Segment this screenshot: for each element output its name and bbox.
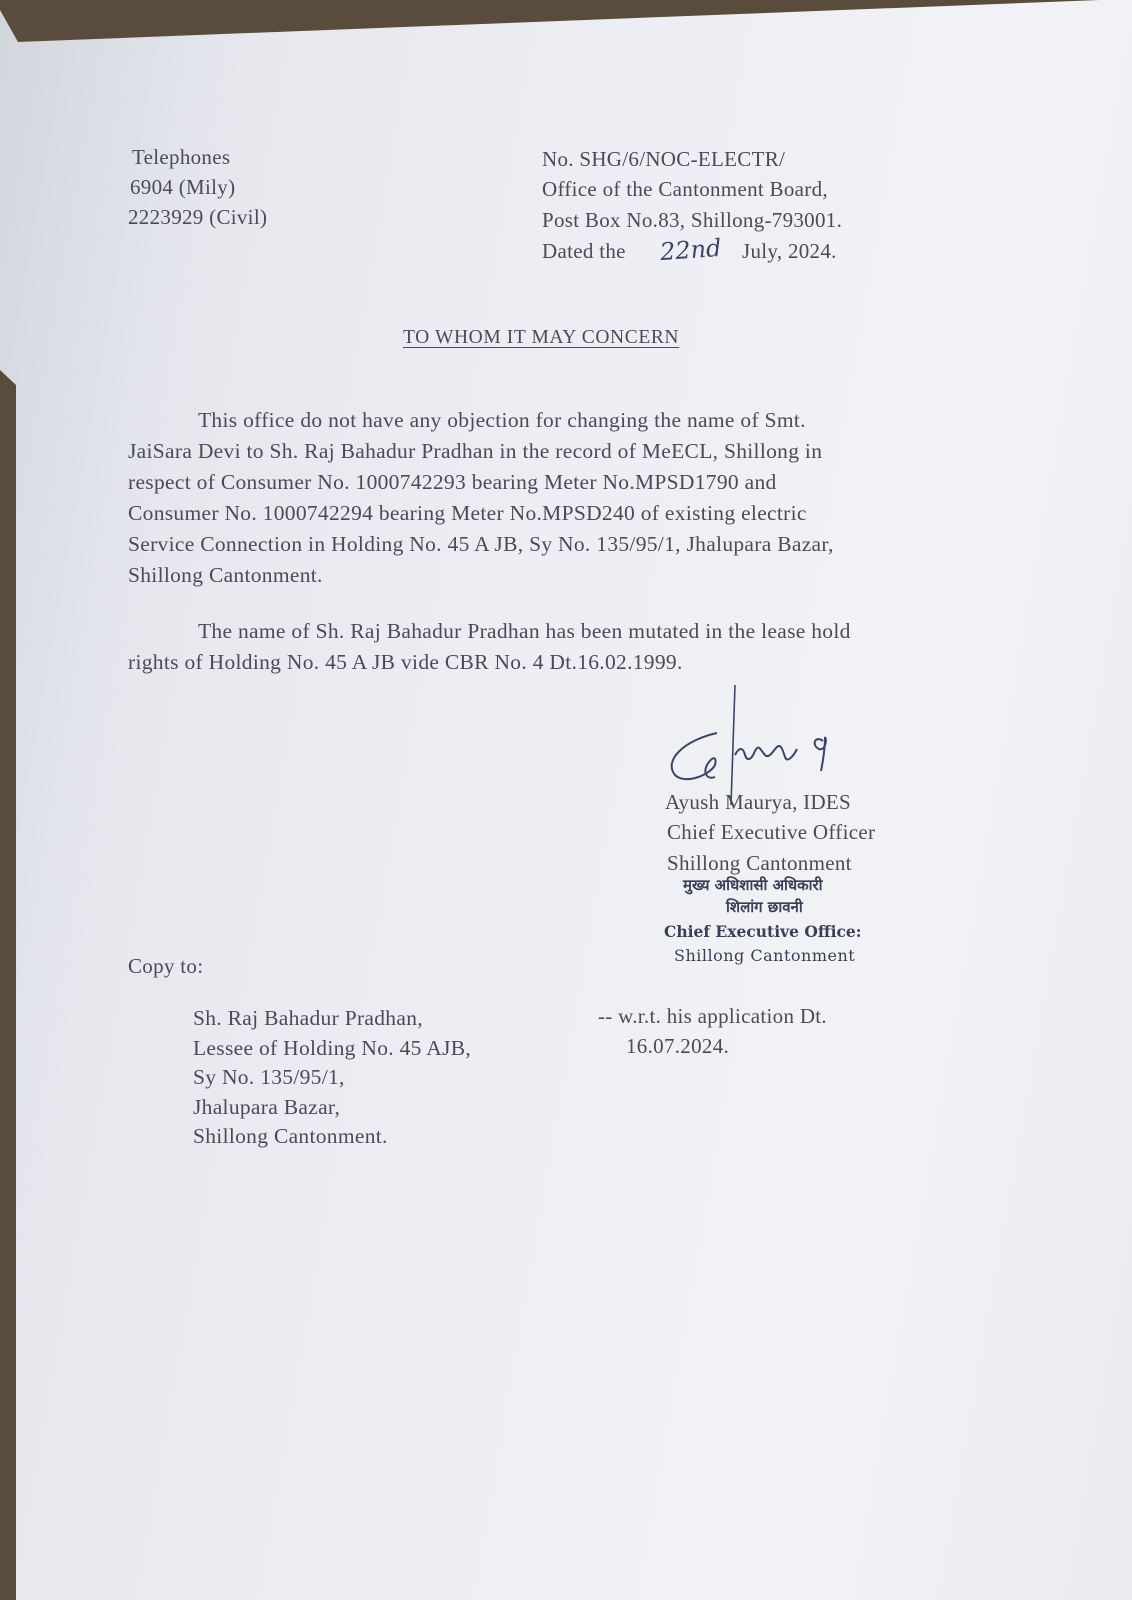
paragraph-2 xyxy=(128,616,851,678)
date-prefix: Dated the xyxy=(542,239,626,263)
signatory-place: Shillong Cantonment xyxy=(667,851,852,875)
reference-number: No. SHG/6/NOC-ELECTR/ xyxy=(542,147,786,171)
office-name: Office of the Cantonment Board, xyxy=(542,177,828,201)
stamp-hindi-place: शिलांग छावनी xyxy=(726,898,803,916)
stamp-english-designation: Chief Executive Office: xyxy=(664,922,862,941)
paragraph-1-line: This office do not have any objection for changing the name of Smt. xyxy=(198,408,806,432)
paragraph-1-line: Shillong Cantonment. xyxy=(128,563,323,587)
addressee-line: Lessee of Holding No. 45 AJB, xyxy=(193,1035,472,1060)
military-phone: 6904 (Mily) xyxy=(130,175,236,199)
stamp-english-place: Shillong Cantonment xyxy=(674,946,856,965)
paragraph-1-line: Consumer No. 1000742294 bearing Meter No.MPSD240 of existing electric xyxy=(128,501,807,525)
letter-heading: TO WHOM IT MAY CONCERN xyxy=(403,327,680,348)
telephones-label: Telephones xyxy=(132,145,231,169)
paragraph-1-line: respect of Consumer No. 1000742293 bearing Meter No.MPSD1790 and xyxy=(128,470,777,494)
stamp-hindi-designation: मुख्य अधिशासी अधिकारी xyxy=(683,876,823,894)
copy-to-label: Copy to: xyxy=(128,954,204,978)
addressee-line: Sh. Raj Bahadur Pradhan, xyxy=(193,1006,423,1030)
copy-to-addressee xyxy=(193,1004,471,1152)
handwritten-date-day: 22nd xyxy=(659,233,723,267)
paragraph-1-line: Service Connection in Holding No. 45 A JB, Sy No. 135/95/1, Jhalupara Bazar, xyxy=(128,532,834,556)
addressee-line: Jhalupara Bazar, xyxy=(193,1094,341,1119)
date-suffix: July, 2024. xyxy=(742,239,837,263)
paragraph-1-line: JaiSara Devi to Sh. Raj Bahadur Pradhan in the record of MeECL, Shillong in xyxy=(128,439,823,463)
paragraph-2-line: The name of Sh. Raj Bahadur Pradhan has been mutated in the lease hold xyxy=(198,619,851,643)
addressee-line: Shillong Cantonment. xyxy=(193,1124,388,1148)
paragraph-1 xyxy=(128,405,834,591)
signatory-name: Ayush Maurya, IDES xyxy=(665,790,852,814)
addressee-line: Sy No. 135/95/1, xyxy=(193,1065,345,1089)
copy-to-note-date: 16.07.2024. xyxy=(626,1034,730,1058)
signatory-designation: Chief Executive Officer xyxy=(667,820,876,844)
paragraph-2-line: rights of Holding No. 45 A JB vide CBR No. 4 Dt.16.02.1999. xyxy=(128,650,683,674)
office-address: Post Box No.83, Shillong-793001. xyxy=(542,208,843,232)
civil-phone: 2223929 (Civil) xyxy=(128,205,268,229)
copy-to-note: -- w.r.t. his application Dt. xyxy=(598,1004,827,1028)
